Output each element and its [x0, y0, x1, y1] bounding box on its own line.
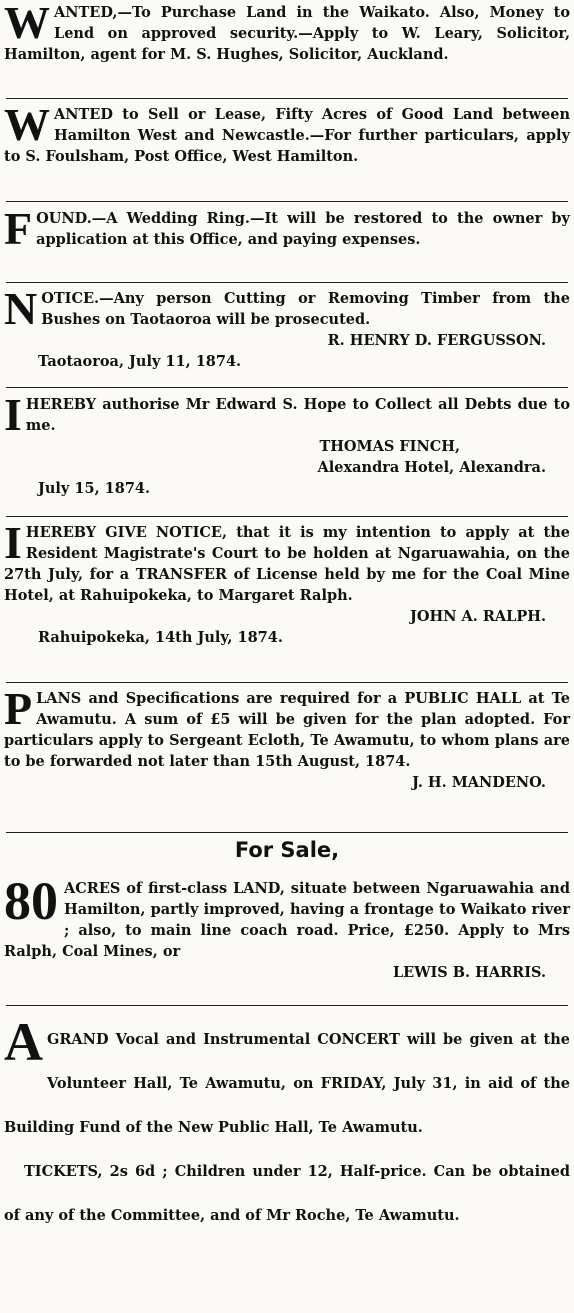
divider-rule — [6, 516, 568, 517]
divider-rule — [6, 1005, 568, 1006]
ad-text: OUND.—A Wedding Ring.—It will be restored to the owner by application at this Office, and paying expenses. — [36, 210, 570, 248]
ad-text: HEREBY authorise Mr Edward S. Hope to Collect all Debts due to me. — [25, 396, 570, 434]
ad-notice-timber — [0, 283, 574, 372]
ad-text: ANTED to Sell or Lease, Fifty Acres of Good Land between Hamilton West and Newcastle.—For further particulars, apply to S. Foulsham, Post Office, West Hamilton. — [4, 106, 570, 165]
divider-rule — [6, 201, 568, 202]
tickets-text: TICKETS, 2s 6d ; Children under 12, Half-price. Can be obtained of any of the Committee, and of Mr Roche, Te Awamutu. — [4, 1163, 570, 1224]
ad-wanted-sell-lease — [0, 99, 574, 167]
ad-text: GRAND Vocal and Instrumental CONCERT will be given at the Volunteer Hall, Te Awamutu, on FRIDAY, July 31, in aid of the Building Fund of the New Public Hall, Te Awamutu. — [4, 1031, 570, 1136]
ad-text: ACRES of first-class LAND, situate between Ngaruawahia and Hamilton, partly improved, having a frontage to Waikato river ; also, to main line coach road. Price, £250. Apply to Mrs Ralph, Coal Mines, or — [4, 880, 570, 960]
divider-rule — [6, 682, 568, 683]
dateline: July 15, 1874. — [38, 480, 151, 497]
dateline: Taotaoroa, July 11, 1874. — [38, 353, 242, 370]
divider-rule — [6, 832, 568, 833]
dropcap: W — [4, 99, 50, 150]
ad-text: ANTED,—To Purchase Land in the Waikato. Also, Money to Lend on approved security.—Apply to W. Leary, Solicitor, Hamilton, agent for M. S. Hughes, Solicitor, Auckland. — [4, 4, 570, 63]
ad-wanted-land-waikato — [0, 2, 574, 65]
signature: R. HENRY D. FERGUSSON. — [327, 332, 546, 349]
ad-plans-public-hall — [0, 683, 574, 793]
dateline: Rahuipokeka, 14th July, 1874. — [38, 629, 283, 646]
dropcap: I — [4, 517, 22, 568]
signature-name: THOMAS FINCH, — [319, 438, 460, 455]
signature: LEWIS B. HARRIS. — [392, 964, 546, 981]
dropcap: I — [4, 389, 22, 440]
dropcap: F — [4, 203, 33, 254]
ad-found-wedding-ring — [0, 203, 574, 254]
divider-rule — [6, 387, 568, 388]
for-sale-heading: For Sale, — [234, 838, 340, 862]
signature: J. H. MANDENO. — [412, 774, 546, 791]
dropcap: W — [4, 0, 50, 48]
divider-rule — [6, 282, 568, 283]
dropcap: N — [4, 283, 38, 334]
ad-text: HEREBY GIVE NOTICE, that it is my intention to apply at the Resident Magistrate's Court to be holden at Ngaruawahia, on the 27th July, for a TRANSFER of License held by me for the Coal Mine Hotel, at Rahuipokeka, to Margaret Ralph. — [4, 524, 570, 604]
dropcap: A — [4, 1012, 43, 1072]
signature-address: Alexandra Hotel, Alexandra. — [317, 459, 546, 476]
ad-text: LANS and Specifications are required for a PUBLIC HALL at Te Awamutu. A sum of £5 will be given for the plan adopted. For particulars apply to Sergeant Ecloth, Te Awamutu, to whom plans are to be forwarded not later than 15th August, 1874. — [4, 690, 570, 770]
signature: JOHN A. RALPH. — [410, 608, 546, 625]
ad-grand-concert — [0, 1012, 574, 1238]
ad-finch-authorise — [0, 389, 574, 499]
ad-text: OTICE.—Any person Cutting or Removing Timber from the Bushes on Taotaoroa will be prosecuted. — [41, 290, 570, 328]
acreage-number: 80 — [4, 871, 58, 931]
dropcap: P — [4, 683, 33, 734]
ad-ralph-license-transfer — [0, 517, 574, 648]
ad-for-sale-land — [0, 871, 574, 983]
divider-rule — [6, 98, 568, 99]
